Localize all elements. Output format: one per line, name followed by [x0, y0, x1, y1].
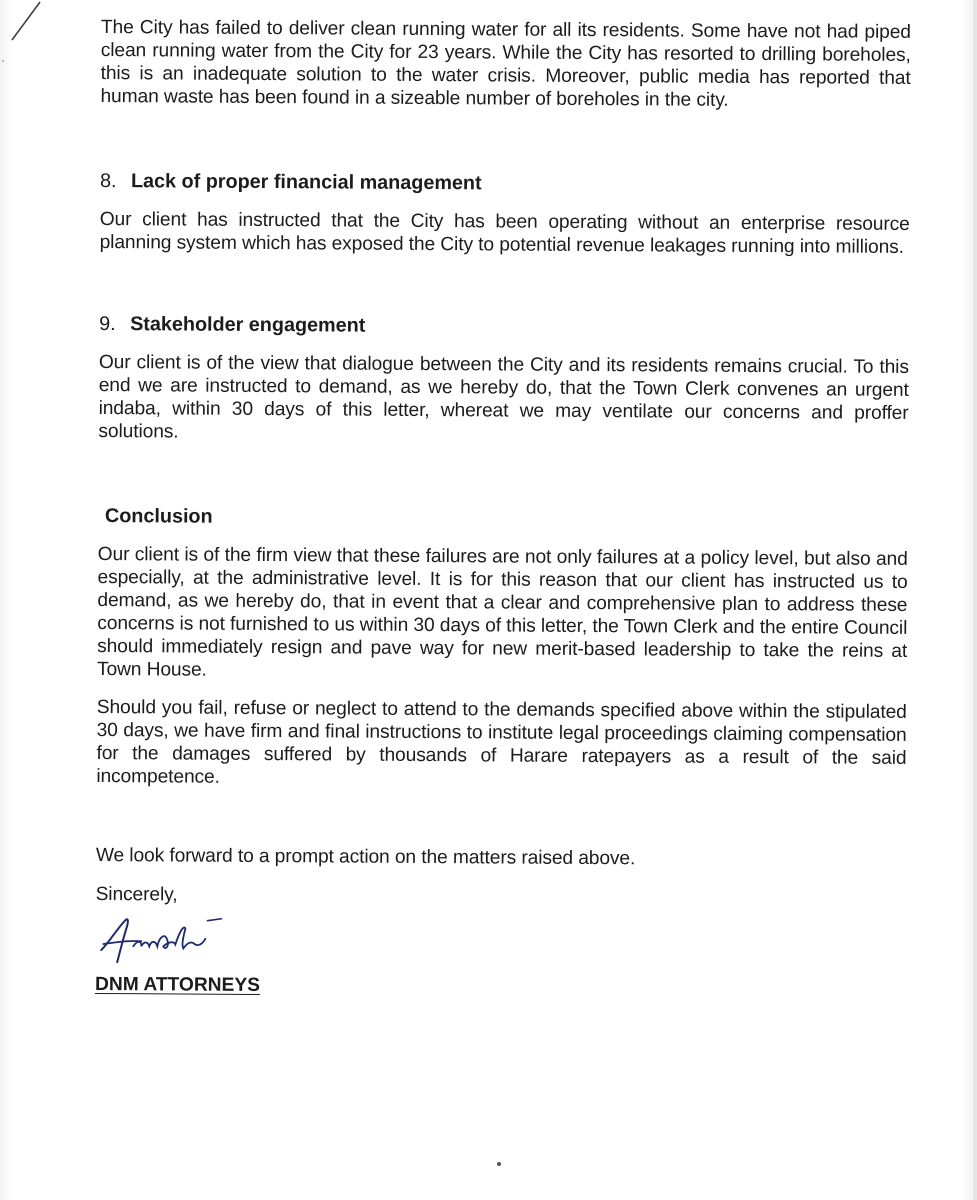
page-dot — [497, 1162, 501, 1166]
conclusion-section — [96, 504, 908, 793]
conclusion-heading — [98, 504, 908, 533]
section-9-title: Stakeholder engagement — [130, 313, 366, 337]
section-9-number: 9. — [99, 312, 116, 336]
closing-line: We look forward to a prompt action on the matters raised above. — [95, 844, 636, 870]
section-9-paragraph: Our client is of the view that dialogue between the City and its residents remains crucial. To this end we are instructed to demand, as we hereby do, that the Town Clerk convenes an urgent indaba, within 30 days of this letter, whereat we may ventilate our concerns and proffer solutions. — [98, 351, 909, 443]
section-9-heading — [99, 312, 909, 341]
section-9 — [98, 312, 909, 448]
conclusion-paragraph-1: Our client is of the firm view that these failures are not only failures at a policy level, but also and especially, at the administrative level. It is for this reason that our client has instructed us to demand, as we hereby do, that in event that a clear and comprehensive plan to address these concerns is not furnished to us within 30 days of this letter, the Town Clerk and the entire Council should immediately resign and pave way for new merit-based leadership to take the reins at Town House. — [96, 543, 908, 681]
corner-pen-mark — [0, 0, 60, 80]
section-8-number: 8. — [99, 169, 117, 193]
section-8-title: Lack of proper financial management — [130, 170, 482, 195]
firm-name: DNM ATTORNEYS — [95, 973, 261, 996]
section-8-heading — [100, 169, 910, 198]
signature-icon — [95, 906, 245, 975]
page-edge — [973, 0, 977, 1200]
conclusion-paragraph-2: Should you fail, refuse or neglect to attend to the demands specified above within the stipulated 30 days, we have firm and final instructions to institute legal proceedings claiming compensation for the damages suffered by thousands of Harare ratepayers as a result of the said incompetence. — [96, 696, 907, 788]
conclusion-title: Conclusion — [104, 505, 213, 528]
signature-area — [95, 906, 905, 979]
salutation: Sincerely, — [95, 883, 178, 906]
letter-body — [95, 16, 911, 1001]
intro-paragraph: The City has failed to deliver clean running water for all its residents. Some have not had piped clean running water from the City for 23 years. While the City has resorted to drilling boreholes, this is an inadequate solution to the water crisis. Moreover, public media has reported that human waste has been found in a sizeable number of boreholes in the city. — [100, 16, 911, 111]
section-8-paragraph: Our client has instructed that the City has been operating without an enterprise resource planning system which has exposed the City to potential revenue leakages running into millions. — [99, 208, 910, 258]
section-8 — [100, 169, 911, 259]
